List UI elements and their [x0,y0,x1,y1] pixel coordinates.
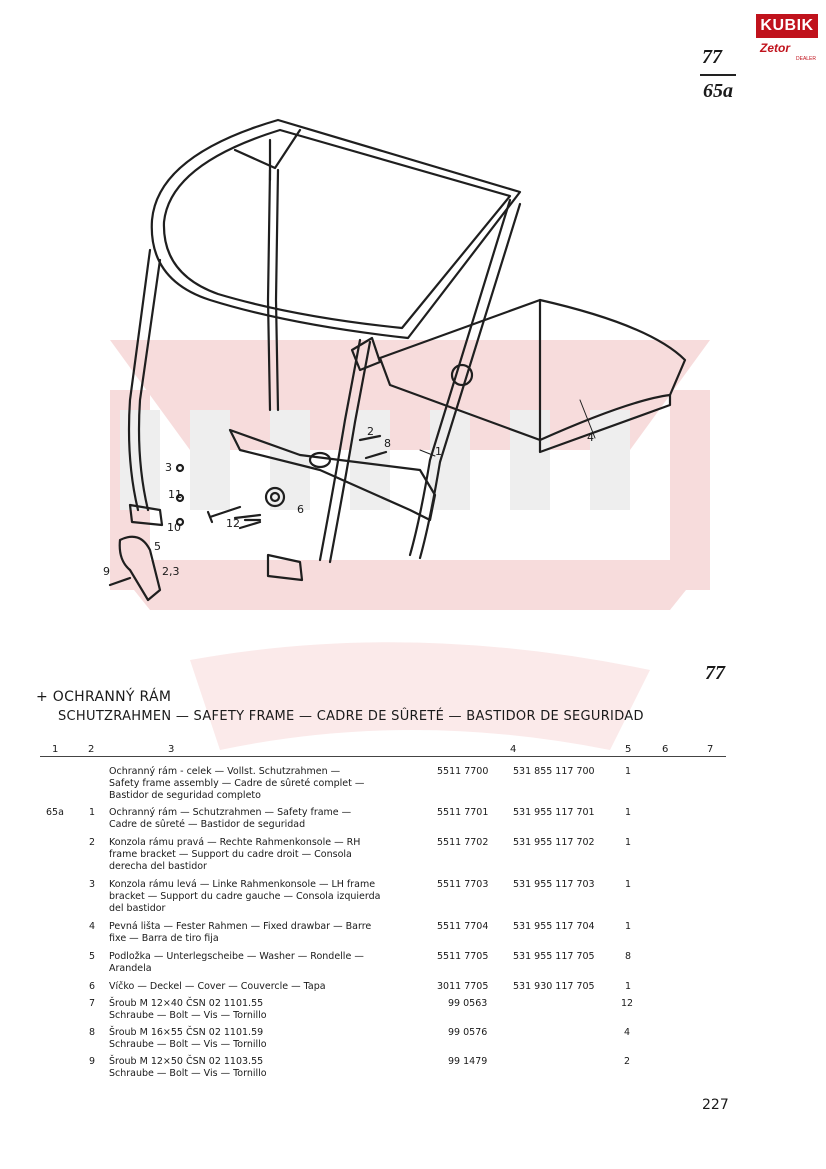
kubik-zetor-logo [756,14,818,62]
row-part-number-new: 531 955 117 704 [513,921,595,932]
row-description: Šroub M 12×50 ČSN 02 1103.55 Schraube — Bolt — Vis — Tornillo [109,1056,267,1079]
row-description: Ochranný rám - celek — Vollst. Schutzrahmen — Safety frame assembly — Cadre de sûreté complet — Bastidor de seguridad completo [109,766,365,801]
callout-label: 1 [435,445,442,458]
callout-label: 4 [587,431,594,444]
column-header: 5 [625,744,632,755]
callout-label: 2 [367,425,374,438]
callout-label: 9 [103,565,110,578]
callout-label: 10 [167,521,181,534]
row-description: Šroub M 16×55 ČSN 02 1101.59 Schraube — Bolt — Vis — Tornillo [109,1027,267,1050]
section-title: + OCHRANNÝ RÁM [36,689,172,705]
row-part-number: 5511 7701 [437,807,489,818]
callout-label: 5 [154,540,161,553]
section-subtitle: SCHUTZRAHMEN — SAFETY FRAME — CADRE DE SÛRETÉ — BASTIDOR DE SEGURIDAD [58,709,644,724]
row-position: 5 [89,951,96,962]
row-quantity: 1 [625,879,632,890]
callout-label: 2,3 [162,565,180,578]
column-header: 7 [707,744,714,755]
row-position: 1 [89,807,96,818]
column-header: 6 [662,744,669,755]
row-part-number-new: 531 955 117 703 [513,879,595,890]
row-quantity: 8 [625,951,632,962]
column-header: 3 [168,744,175,755]
row-description: Pevná lišta — Fester Rahmen — Fixed drawbar — Barre fixe — Barra de tiro fija [109,921,372,944]
row-quantity: 1 [625,837,632,848]
row-part-number: 5511 7703 [437,879,489,890]
row-position: 4 [89,921,96,932]
figure-ref-top: 77 [702,46,722,68]
row-quantity: 1 [625,807,632,818]
row-ref: 65a [46,807,64,818]
row-quantity: 2 [624,1056,631,1067]
figure-ref-divider [700,74,736,76]
row-part-number: 99 1479 [448,1056,488,1067]
logo-kubik-text: KUBIK [756,14,818,38]
row-description: Podložka — Unterlegscheibe — Washer — Rondelle — Arandela [109,951,364,974]
callout-label: 3 [165,461,172,474]
callout-label: 6 [297,503,304,516]
row-description: Konzola rámu pravá — Rechte Rahmenkonsole — RH frame bracket — Support du cadre droit — Consola derecha del bastidor [109,837,361,872]
row-part-number: 5511 7704 [437,921,489,932]
safety-frame-drawing [90,100,700,620]
row-part-number-new: 531 930 117 705 [513,981,595,992]
row-part-number: 5511 7705 [437,951,489,962]
row-quantity: 1 [625,766,632,777]
row-description: Konzola rámu levá — Linke Rahmenkonsole — LH frame bracket — Support du cadre gauche — Consola izquierda del bastidor [109,879,381,914]
callout-label: 11 [168,488,182,501]
row-position: 2 [89,837,96,848]
row-description: Šroub M 12×40 ČSN 02 1101.55 Schraube — Bolt — Vis — Tornillo [109,998,267,1021]
row-quantity: 12 [621,998,634,1009]
row-part-number: 5511 7700 [437,766,489,777]
row-position: 3 [89,879,96,890]
table-header-rule [40,756,726,757]
callout-label: 12 [226,517,240,530]
row-quantity: 1 [625,981,632,992]
row-quantity: 4 [624,1027,631,1038]
row-quantity: 1 [625,921,632,932]
row-part-number-new: 531 955 117 702 [513,837,595,848]
row-position: 8 [89,1027,96,1038]
row-part-number: 5511 7702 [437,837,489,848]
figure-ref-bottom: 65a [703,80,733,102]
row-part-number: 99 0576 [448,1027,488,1038]
logo-zetor-text: Zetor [760,41,790,55]
column-header: 4 [510,744,517,755]
callout-label: 8 [384,437,391,450]
row-description: Ochranný rám — Schutzrahmen — Safety frame — Cadre de sûreté — Bastidor de seguridad [109,807,352,830]
column-header: 2 [88,744,95,755]
row-position: 6 [89,981,96,992]
row-part-number-new: 531 955 117 705 [513,951,595,962]
row-part-number: 3011 7705 [437,981,489,992]
row-position: 7 [89,998,96,1009]
logo-dealer-text: DEALER [796,56,817,62]
column-header: 1 [52,744,59,755]
row-part-number-new: 531 855 117 700 [513,766,595,777]
row-position: 9 [89,1056,96,1067]
row-part-number: 99 0563 [448,998,488,1009]
figure-ref-mid: 77 [705,662,725,684]
row-part-number-new: 531 955 117 701 [513,807,595,818]
row-description: Víčko — Deckel — Cover — Couvercle — Tapa [109,981,326,992]
page-number: 227 [702,1097,729,1113]
